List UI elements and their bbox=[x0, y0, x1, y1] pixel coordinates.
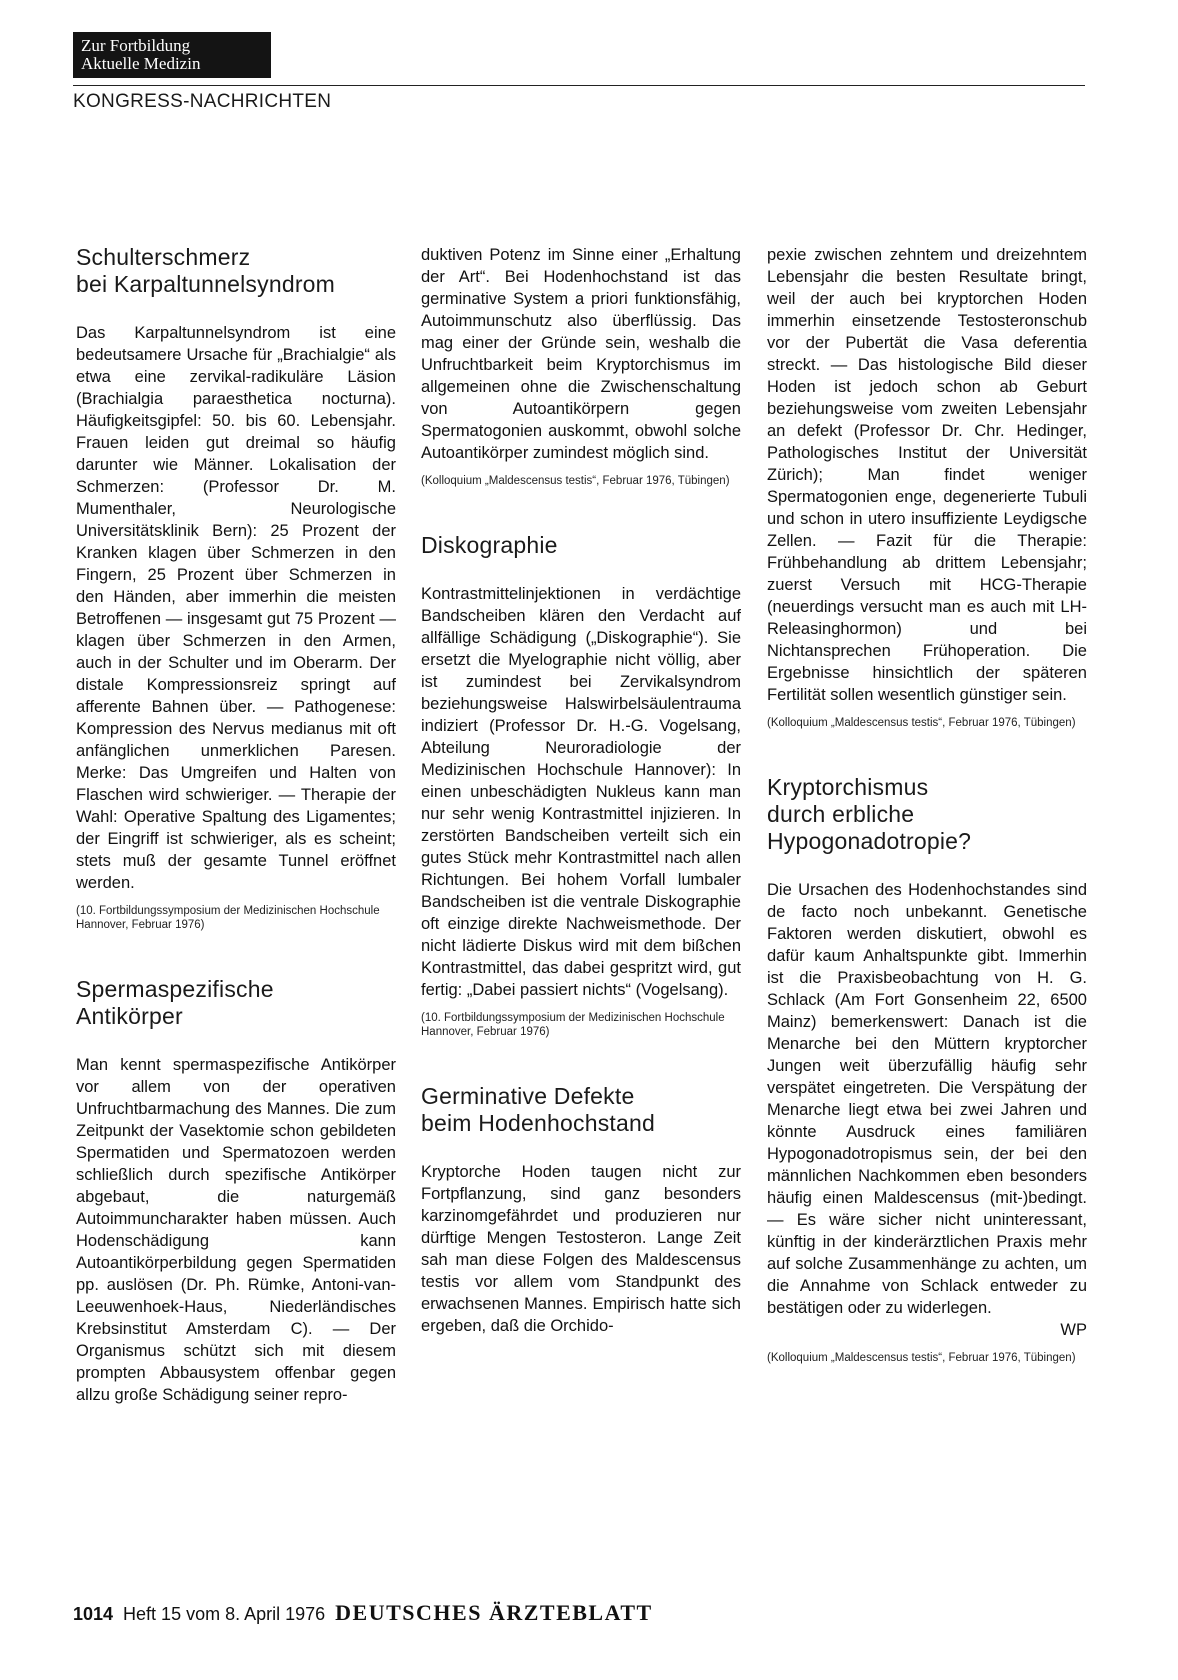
article-source-antikoerper: (Kolloquium „Maldescensus testis“, Februar 1976, Tübingen) bbox=[421, 475, 730, 487]
article-body-kryptorchismus bbox=[767, 879, 1087, 1341]
title-line: Schulterschmerz bbox=[76, 244, 251, 270]
journal-name: DEUTSCHES ÄRZTEBLATT bbox=[335, 1600, 653, 1625]
article-title-antikoerper bbox=[76, 976, 396, 1030]
rubric-badge bbox=[73, 32, 271, 78]
article-title-schulterschmerz bbox=[76, 244, 396, 298]
title-line: durch erbliche bbox=[767, 801, 915, 827]
column-1 bbox=[76, 244, 396, 1406]
article-title-diskographie: Diskographie bbox=[421, 532, 558, 558]
article-title-germinative-defekte bbox=[421, 1083, 741, 1137]
title-line: Spermaspezifische bbox=[76, 976, 274, 1002]
article-body-antikoerper: Man kennt spermaspezifische Antikörper vor allem von der operativen Unfruchtbarmachung des Mannes. Die zum Zeitpunkt der Vasektomie schon gebildeten Spermatiden und Spermatozoen werden schließlich durch spezifische Antikörper abgebaut, die naturgemäß Autoimmuncharakter haben müssen. Auch Hodenschädigung kann Autoantikörperbildung gegen Spermatiden pp. auslösen (Dr. Ph. Rümke, Antoni-van-Leeuwenhoek-Haus, Niederländisches Krebsinstitut Amsterdam C). — Der Organismus schützt sich mit diesem prompten Abbausystem offenbar gegen allzu große Schädigung seiner repro- bbox=[76, 1056, 396, 1404]
section-label: KONGRESS-NACHRICHTEN bbox=[73, 91, 332, 112]
article-text: Die Ursachen des Hodenhochstandes sind de facto noch unbekannt. Genetische Faktoren werden diskutiert, obwohl es dafür kaum Anhaltspunkte gibt. Immerhin ist die Praxisbeobachtung von H. G. Schlack (Am Fort Gonsenheim 22, 6500 Mainz) bemerkenswert: Danach ist die Menarche bei den Müttern kryptorcher Jungen weit überzufällig häufig sehr verspätet eingetreten. Die Verspätung der Menarche liegt etwa bei zwei Jahren und könnte Ausdruck eines familiären Hypogonadotropismus sein, der bei den männlichen Nachkommen eben besonders häufig einen Maldescensus (mit-)bedingt. — Es wäre sicher nicht uninteressant, künftig in der kinderärztlichen Praxis mehr auf solche Zusammenhänge zu achten, um die Annahme von Schlack entweder zu bestätigen oder zu widerlegen. bbox=[767, 881, 1087, 1317]
column-2 bbox=[421, 244, 741, 1337]
title-line: Kryptorchismus bbox=[767, 774, 929, 800]
article-source-diskographie: (10. Fortbildungssymposium der Medizinischen Hochschule Hannover, Februar 1976) bbox=[421, 1012, 725, 1038]
article-body-schulterschmerz: Das Karpaltunnelsyndrom ist eine bedeutsamere Ursache für „Brachialgie“ als etwa eine zervikal-radikuläre Läsion (Brachialgia paraesthetica nocturna). Häufigkeitsgipfel: 50. bis 60. Lebensjahr. Frauen leiden gut dreimal so häufig darunter wie Männer. Lokalisation der Schmerzen: (Professor Dr. M. Mumenthaler, Neurologische Universitätsklinik Bern): 25 Prozent der Kranken klagen über Schmerzen in den Fingern, 25 Prozent über Schmerzen in den Händen, aber immerhin die meisten Betroffenen — insgesamt gut 75 Prozent — klagen über Schmerzen in den Armen, auch in der Schulter und im Oberarm. Der distale Kompressionsreiz springt auf afferente Bahnen über. — Pathogenese: Kompression des Nervus medianus mit oft anfänglichen unmerklichen Paresen. Merke: Das Umgreifen und Halten von Flaschen wird schwieriger. — Therapie der Wahl: Operative Spaltung des Ligamentes; der Eingriff ist schwieriger, als es scheint; stets muß der gesamte Tunnel eröffnet werden. bbox=[76, 324, 396, 892]
title-line: beim Hodenhochstand bbox=[421, 1110, 655, 1136]
article-source-germinative-defekte: (Kolloquium „Maldescensus testis“, Februar 1976, Tübingen) bbox=[767, 717, 1076, 729]
author-signature: WP bbox=[1060, 1321, 1087, 1339]
rubric-line-2: Aktuelle Medizin bbox=[81, 54, 201, 73]
rubric-line-1: Zur Fortbildung bbox=[81, 36, 191, 55]
article-body-germinative-defekte-continued: pexie zwischen zehntem und dreizehntem Lebensjahr die besten Resultate bringt, weil der auch bei kryptorchen Hoden immerhin einsetzende Testosteronschub vor der Pubertät die Vasa deferentia streckt. — Das histologische Bild dieser Hoden ist jedoch schon ab Geburt beziehungsweise vom zweiten Lebensjahr an defekt (Professor Dr. Chr. Hedinger, Pathologisches Institut der Universität Zürich); Man findet weniger Spermatogonien enge, degenerierte Tubuli und schon in utero insuffiziente Leydigsche Zellen. — Fazit für die Therapie: Frühbehandlung ab drittem Lebensjahr; zuerst Versuch mit HCG-Therapie (neuerdings versucht man es auch mit LH-Releasinghormon) und bei Nichtansprechen Frühoperation. Die Ergebnisse hinsichtlich der späteren Fertilität sollen wesentlich günstiger sein. bbox=[767, 246, 1087, 704]
issue-info: Heft 15 vom 8. April 1976 bbox=[123, 1604, 326, 1624]
page-number: 1014 bbox=[73, 1604, 114, 1624]
article-source-schulterschmerz: (10. Fortbildungssymposium der Medizinischen Hochschule Hannover, Februar 1976) bbox=[76, 905, 380, 931]
title-line: bei Karpaltunnelsyndrom bbox=[76, 271, 336, 297]
article-title-kryptorchismus bbox=[767, 774, 1087, 855]
article-body-diskographie: Kontrastmittelinjektionen in verdächtige Bandscheiben klären den Verdacht auf allfällige Schädigung („Diskographie“). Sie ersetzt die Myelographie nicht völlig, aber ist zumindest bei Zervikalsyndrom beziehungsweise Halswirbelsäulentrauma indiziert (Professor Dr. H.-G. Vogelsang, Abteilung Neuroradiologie der Medizinischen Hochschule Hannover): In einen unbeschädigten Nukleus kann man nur sehr wenig Kontrastmittel injizieren. In zerstörten Bandscheiben verteilt sich ein gutes Stück mehr Kontrastmittel nach allen Richtungen. Bei hohem Vorfall lumbaler Bandscheiben ist die ventrale Diskographie oft einzige direkte Nachweismethode. Der nicht lädierte Diskus wird mit dem bißchen Kontrastmittel, das dabei gespritzt wird, gut fertig: „Dabei passiert nichts“ (Vogelsang). bbox=[421, 585, 741, 999]
article-source-kryptorchismus: (Kolloquium „Maldescensus testis“, Februar 1976, Tübingen) bbox=[767, 1352, 1076, 1364]
article-body-antikoerper-continued: duktiven Potenz im Sinne einer „Erhaltung der Art“. Bei Hodenhochstand ist das germinative System a priori funktionsfähig, Autoimmunschutz also überflüssig. Das mag einer der Gründe sein, weshalb die Unfruchtbarkeit beim Kryptorchismus im allgemeinen ohne die Zwischenschaltung von Autoantikörpern gegen Spermatogonien auskommt, obwohl solche Autoantikörper zumindest möglich sind. bbox=[421, 246, 741, 462]
page-footer bbox=[73, 1600, 653, 1626]
title-line: Germinative Defekte bbox=[421, 1083, 635, 1109]
title-line: Hypogonadotropie? bbox=[767, 828, 972, 854]
column-3 bbox=[767, 244, 1087, 1365]
title-line: Antikörper bbox=[76, 1003, 183, 1029]
header-rule bbox=[73, 85, 1085, 86]
article-body-germinative-defekte: Kryptorche Hoden taugen nicht zur Fortpflanzung, sind ganz besonders karzinomgefährdet und produzieren nur dürftige Mengen Testosteron. Lange Zeit sah man diese Folgen des Maldescensus testis vor allem vom Standpunkt des erwachsenen Mannes. Empirisch hatte sich ergeben, daß die Orchido- bbox=[421, 1163, 741, 1335]
